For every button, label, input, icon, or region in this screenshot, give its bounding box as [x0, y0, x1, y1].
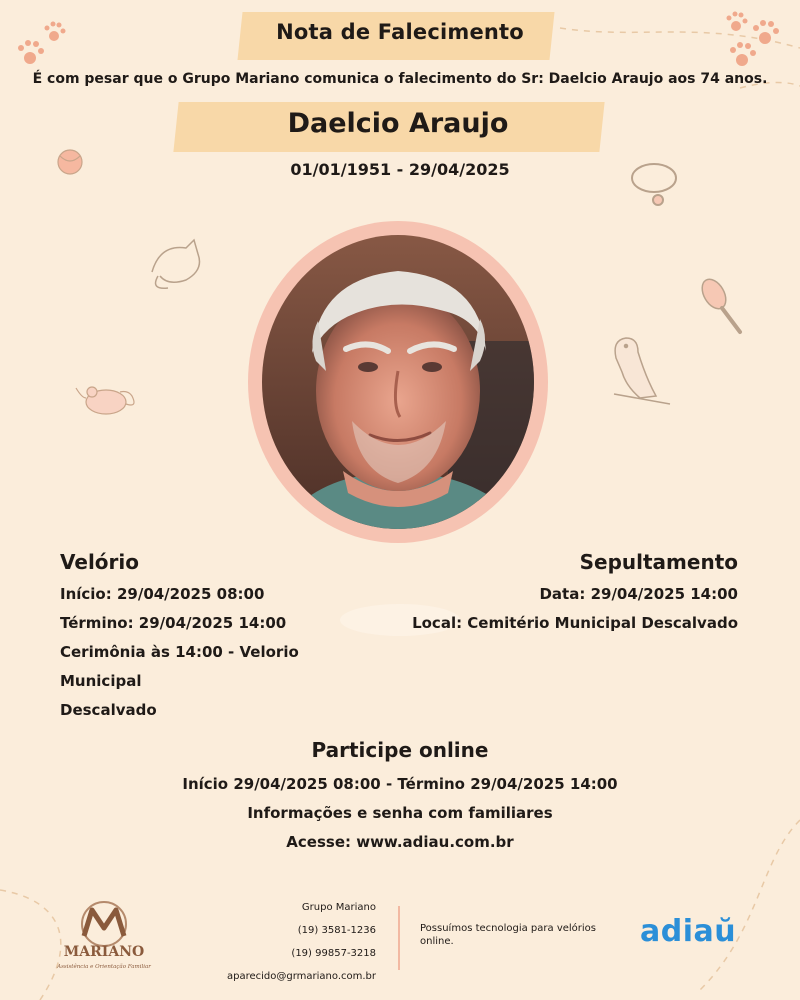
paw-icon — [18, 40, 44, 64]
velorio-end: Término: 29/04/2025 14:00 — [60, 614, 287, 632]
paw-icon — [727, 12, 748, 32]
contact-info — [200, 896, 376, 988]
velorio-section — [60, 550, 380, 725]
tech-note: Possuímos tecnologia para velórios online. — [420, 923, 597, 947]
velorio-ceremony: Cerimônia às 14:00 - Velorio Municipal — [60, 643, 299, 690]
cat-icon — [152, 240, 200, 288]
online-section — [0, 738, 800, 857]
intro-text: É com pesar que o Grupo Mariano comunica o falecimento do Sr: Daelcio Araujo aos 74 anos. — [32, 71, 768, 87]
phone-2[interactable]: (19) 99857-3218 — [291, 948, 376, 959]
life-dates: 01/01/1951 - 29/04/2025 — [290, 160, 510, 179]
mariano-logo — [44, 900, 164, 972]
adiau-brand: adiaŭ — [640, 914, 737, 949]
sepultamento-title: Sepultamento — [579, 550, 738, 574]
online-info: Informações e senha com familiares — [247, 804, 553, 822]
online-title: Participe online — [311, 738, 489, 762]
paw-icon — [45, 22, 66, 42]
online-times: Início 29/04/2025 08:00 - Término 29/04/2025 14:00 — [182, 775, 618, 793]
portrait-photo — [248, 221, 548, 543]
email-link[interactable]: aparecido@grmariano.com.br — [226, 971, 376, 982]
deceased-name: Daelcio Araujo — [287, 108, 509, 139]
paw-icon — [753, 20, 779, 44]
velorio-ceremony-location: Descalvado — [60, 701, 157, 719]
velorio-start: Início: 29/04/2025 08:00 — [60, 585, 265, 603]
logo-subtitle: Assistência e Orientação Familiar — [57, 964, 151, 970]
adiau-logo — [640, 914, 760, 958]
sepultamento-section — [378, 550, 738, 638]
company-name: Grupo Mariano — [301, 902, 376, 913]
brush-icon — [697, 275, 740, 332]
parrot-icon — [614, 338, 670, 404]
mouse-icon — [76, 387, 134, 414]
phone-1[interactable]: (19) 3581-1236 — [297, 925, 376, 936]
sepultamento-location: Local: Cemitério Municipal Descalvado — [412, 614, 738, 632]
online-access-link[interactable]: Acesse: www.adiau.com.br — [286, 833, 514, 851]
logo-monogram — [84, 910, 124, 936]
page-title: Nota de Falecimento — [276, 20, 524, 44]
logo-text: MARIANO — [63, 944, 145, 960]
footer-divider — [398, 906, 400, 970]
velorio-title: Velório — [60, 550, 140, 574]
paw-icon — [730, 42, 756, 66]
sepultamento-date: Data: 29/04/2025 14:00 — [539, 585, 738, 603]
